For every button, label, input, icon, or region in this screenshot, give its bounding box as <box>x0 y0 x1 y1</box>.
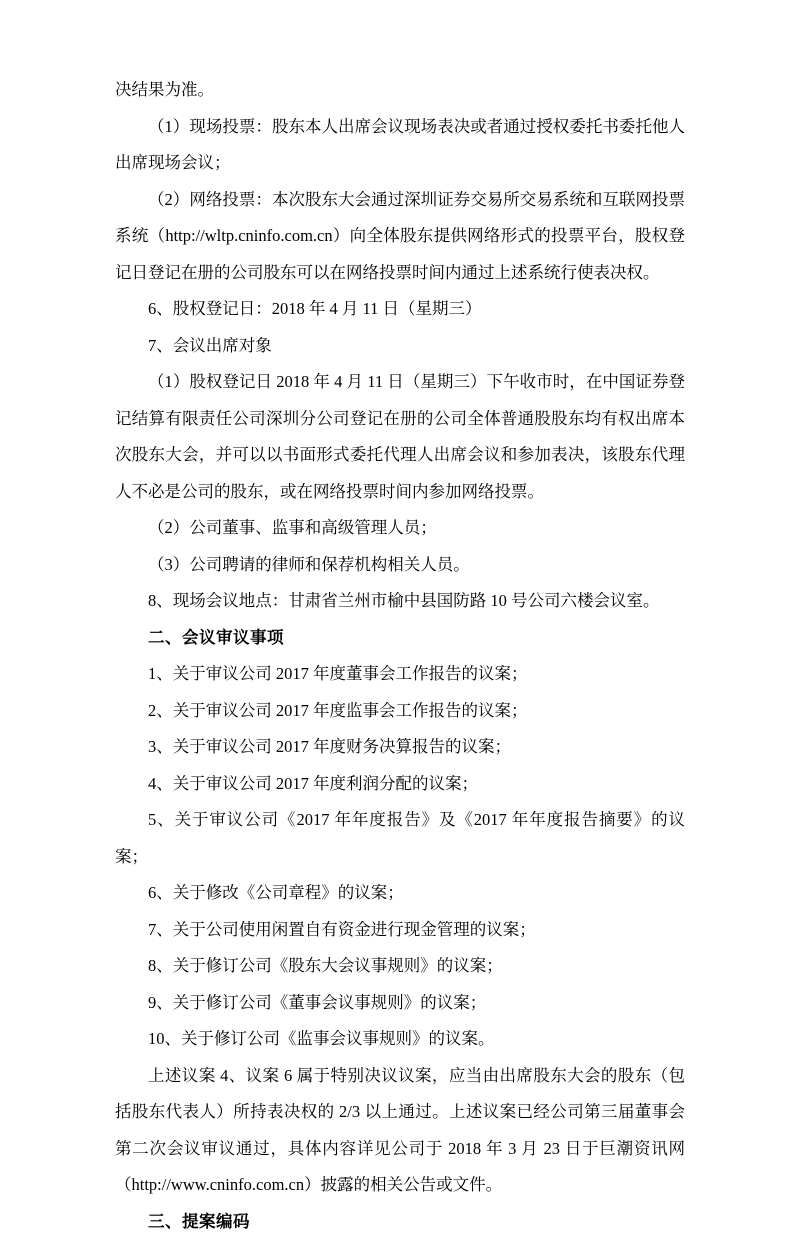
agenda-item-7: 7、关于公司使用闲置自有资金进行现金管理的议案； <box>115 912 685 949</box>
paragraph-attendees-directors: （2）公司董事、监事和高级管理人员； <box>115 510 685 547</box>
paragraph-network-vote: （2）网络投票：本次股东大会通过深圳证券交易所交易系统和互联网投票系统（http://wltp.cninfo.com.cn）向全体股东提供网络形式的投票平台，股权登记日登记在册的公司股东可以在网络投票时间内通过上述系统行使表决权。 <box>115 182 685 292</box>
agenda-item-10: 10、关于修订公司《监事会议事规则》的议案。 <box>115 1021 685 1058</box>
section-heading-three: 三、提案编码 <box>115 1204 685 1240</box>
paragraph-continued: 决结果为准。 <box>115 72 685 109</box>
agenda-item-5: 5、关于审议公司《2017 年年度报告》及《2017 年年度报告摘要》的议案； <box>115 802 685 875</box>
agenda-item-2: 2、关于审议公司 2017 年度监事会工作报告的议案； <box>115 693 685 730</box>
paragraph-attendees-title: 7、会议出席对象 <box>115 328 685 365</box>
paragraph-record-date: 6、股权登记日：2018 年 4 月 11 日（星期三） <box>115 291 685 328</box>
paragraph-venue: 8、现场会议地点：甘肃省兰州市榆中县国防路 10 号公司六楼会议室。 <box>115 583 685 620</box>
paragraph-closing: 上述议案 4、议案 6 属于特别决议议案，应当由出席股东大会的股东（包括股东代表人）所持表决权的 2/3 以上通过。上述议案已经公司第三届董事会第二次会议审议通过，具体内容详见公司于 2018 年 3 月 23 日于巨潮资讯网（http://www.cninfo.com.cn）披露的相关公告或文件。 <box>115 1058 685 1204</box>
agenda-item-6: 6、关于修改《公司章程》的议案； <box>115 875 685 912</box>
agenda-item-8: 8、关于修订公司《股东大会议事规则》的议案； <box>115 948 685 985</box>
agenda-item-4: 4、关于审议公司 2017 年度利润分配的议案； <box>115 766 685 803</box>
section-heading-two: 二、会议审议事项 <box>115 620 685 657</box>
paragraph-attendees-lawyers: （3）公司聘请的律师和保荐机构相关人员。 <box>115 547 685 584</box>
document-body <box>115 72 685 1240</box>
paragraph-onsite-vote: （1）现场投票：股东本人出席会议现场表决或者通过授权委托书委托他人出席现场会议； <box>115 109 685 182</box>
agenda-item-3: 3、关于审议公司 2017 年度财务决算报告的议案； <box>115 729 685 766</box>
agenda-item-1: 1、关于审议公司 2017 年度董事会工作报告的议案； <box>115 656 685 693</box>
paragraph-attendees-shareholders: （1）股权登记日 2018 年 4 月 11 日（星期三）下午收市时，在中国证券登记结算有限责任公司深圳分公司登记在册的公司全体普通股股东均有权出席本次股东大会，并可以以书面形式委托代理人出席会议和参加表决，该股东代理人不必是公司的股东，或在网络投票时间内参加网络投票。 <box>115 364 685 510</box>
agenda-item-9: 9、关于修订公司《董事会议事规则》的议案； <box>115 985 685 1022</box>
